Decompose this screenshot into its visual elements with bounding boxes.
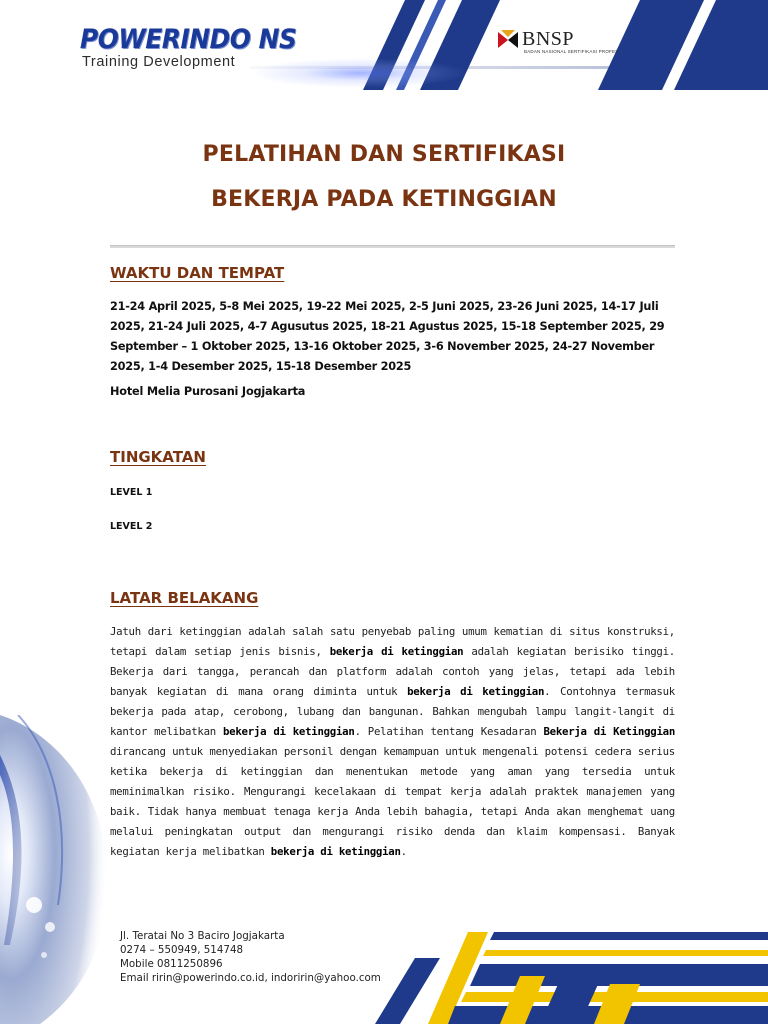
contact-phone: 0274 – 550949, 514748 [120,944,244,956]
footer-stripes-graphic [0,880,768,1024]
contact-email: Email ririn@powerindo.co.id, indoririn@yahoo.com [120,972,381,984]
letterhead [0,0,768,90]
paragraph-text: . Contohnya termasuk bekerja pada atap, cerobong, lubang dan bangunan. Bahkan mengubah lampu langit-langit di kantor melibatkan [110,685,675,738]
bnsp-emblem-icon [496,28,520,52]
level-item: LEVEL 2 [110,521,153,532]
bnsp-subtitle: BADAN NASIONAL SERTIFIKASI PROFESI [524,49,620,54]
emphasis-text: bekerja di ketinggian [270,845,401,858]
logo-wordmark: POWERINDO NS [80,24,297,55]
document-title-line-2: BEKERJA PADA KETINGGIAN [211,187,557,212]
background-paragraph [110,622,675,862]
title-divider [110,245,675,248]
paragraph-text: . Pelatihan tentang Kesadaran [354,725,544,738]
section-heading-schedule: WAKTU DAN TEMPAT [110,264,285,282]
paragraph-text: Jatuh dari ketinggian adalah salah satu penyebab paling umum kematian di situs konstruksi, tetapi dalam setiap jenis bisnis, [110,625,675,658]
emphasis-text: bekerja di ketinggian [329,645,464,658]
level-item: LEVEL 1 [110,487,153,498]
section-heading-levels: TINGKATAN [110,448,206,466]
paragraph-text: dirancang untuk menyediakan personil dengan kemampuan untuk mengenali potensi cedera serius ketika bekerja di ketinggian dan menentukan metode yang aman yang tersedia untuk meminimalkan risiko. Mengurangi kecelakaan di tempat kerja adalah praktek manajemen yang baik. Tidak hanya membuat tenaga kerja Anda lebih bahagia, tetapi Anda akan menghemat uang melalui peningkatan output dan mengurangi risiko denda dan klaim kompensasi. Banyak kegiatan kerja melibatkan [110,745,675,858]
emphasis-text: bekerja di ketinggian [223,725,355,738]
emphasis-text: Bekerja di Ketinggian [543,725,676,738]
contact-mobile: Mobile 0811250896 [120,958,223,970]
paragraph-text: . [400,845,407,858]
section-heading-background: LATAR BELAKANG [110,589,259,607]
contact-address: Jl. Teratai No 3 Baciro Jogjakarta [120,930,285,942]
paragraph-text: adalah kegiatan berisiko tinggi. Bekerja dari tangga, perancah dan platform adalah contoh yang jelas, tetapi ada lebih banyak kegiatan di mana orang diminta untuk [110,645,675,698]
contact-block [120,929,381,985]
schedule-venue: Hotel Melia Purosani Jogjakarta [110,385,306,398]
document-title-line-1: PELATIHAN DAN SERTIFIKASI [202,142,566,167]
bnsp-wordmark: BNSP [522,28,575,50]
powerindo-logo [80,26,315,70]
logo-tagline: Training Development [82,54,236,70]
schedule-dates: 21-24 April 2025, 5-8 Mei 2025, 19-22 Mei 2025, 2-5 Juni 2025, 23-26 Juni 2025, 14-17 Juli 2025, 21-24 Juli 2025, 4-7 Agusutus 2025, 18-21 Agustus 2025, 15-18 September 2025, 29 September – 1 Oktober 2025, 13-16 Oktober 2025, 3-6 November 2025, 24-27 November 2025, 1-4 Desember 2025, 15-18 Desember 2025 [110,300,665,373]
bnsp-logo [496,28,626,58]
emphasis-text: bekerja di ketinggian [407,685,545,698]
